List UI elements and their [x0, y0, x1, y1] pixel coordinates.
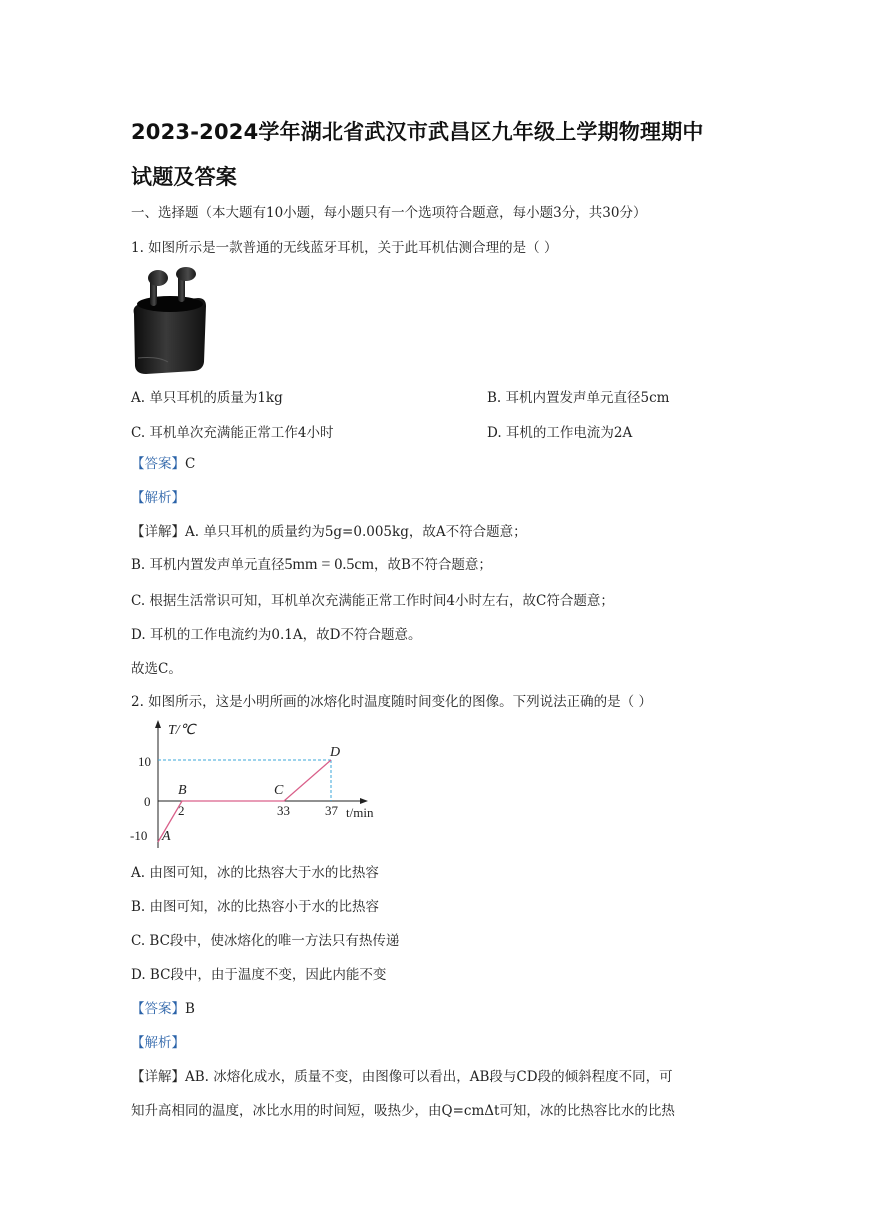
q1-option-a: A. 单只耳机的质量为1kg [131, 390, 283, 406]
temperature-time-graph [126, 716, 386, 860]
q2-option-a: A. 由图可知，冰的比热容大于水的比热容 [131, 865, 379, 881]
answer-value: B [185, 1001, 195, 1017]
q2-detail-line-2: 知升高相同的温度，冰比水用的时间短，吸热少，由Q=cmΔt可知，冰的比热容比水的比热 [131, 1103, 675, 1119]
x-tick-37: 37 [325, 803, 338, 818]
q1-detail-line-1: 【详解】A. 单只耳机的质量约为5g=0.005kg，故A不符合题意； [131, 524, 527, 540]
q2-analysis-tag: 【解析】 [131, 1035, 185, 1051]
answer-tag: 【答案】 [131, 456, 185, 472]
section-heading: 一、选择题（本大题有10小题，每小题只有一个选项符合题意，每小题3分，共30分） [131, 205, 647, 221]
q1-detail-line-4: D. 耳机的工作电流约为0.1A，故D不符合题意。 [131, 627, 422, 643]
q1-option-d: D. 耳机的工作电流为2A [487, 425, 633, 441]
q1-option-b: B. 耳机内置发声单元直径5cm [487, 390, 670, 406]
point-label-b: B [178, 783, 187, 798]
q2-answer [131, 999, 195, 1019]
q1-option-c: C. 耳机单次充满能正常工作4小时 [131, 425, 334, 441]
math-expression: 5mm = 0.5cm [284, 556, 374, 573]
q1-detail-line-2: B. 耳机内置发声单元直径5mm = 0.5cm，故B不符合题意； [131, 556, 492, 573]
q1-answer [131, 454, 195, 474]
document-title: 2023-2024学年湖北省武汉市武昌区九年级上学期物理期中 [131, 120, 704, 144]
x-axis-label: t/min [346, 805, 374, 820]
q2-option-c: C. BC段中，使冰熔化的唯一方法只有热传递 [131, 933, 400, 949]
detail-tag: 【详解】 [131, 1069, 185, 1085]
q1-detail-line-3: C. 根据生活常识可知，耳机单次充满能正常工作时间4小时左右，故C符合题意； [131, 593, 614, 609]
q2-stem: 2. 如图所示，这是小明所画的冰熔化时温度随时间变化的图像。下列说法正确的是（ ） [131, 694, 652, 710]
answer-value: C [185, 456, 196, 472]
point-label-d: D [330, 745, 341, 760]
x-axis-arrow [360, 798, 368, 804]
point-label-c: C [274, 783, 284, 798]
q1-stem: 1. 如图所示是一款普通的无线蓝牙耳机，关于此耳机估测合理的是（ ） [131, 240, 558, 256]
point-label-a: A [162, 829, 171, 844]
y-tick-0: 0 [144, 794, 151, 809]
q2-option-d: D. BC段中，由于温度不变，因此内能不变 [131, 967, 387, 983]
x-tick-33: 33 [277, 803, 290, 818]
y-axis-label: T/℃ [168, 723, 196, 738]
y-axis-arrow [155, 720, 161, 728]
answer-tag: 【答案】 [131, 1001, 185, 1017]
q1-conclusion: 故选C。 [131, 661, 182, 677]
q2-option-b: B. 由图可知，冰的比热容小于水的比热容 [131, 899, 380, 915]
q2-detail-line-1: 【详解】AB. 冰熔化成水，质量不变，由图像可以看出，AB段与CD段的倾斜程度不同，可 [131, 1069, 673, 1085]
detail-tag: 【详解】 [131, 524, 185, 540]
y-tick-10: 10 [138, 754, 151, 769]
q1-analysis-tag: 【解析】 [131, 490, 185, 506]
x-tick-2: 2 [178, 803, 185, 818]
document-title-continued: 试题及答案 [131, 165, 237, 189]
y-tick-neg10: -10 [130, 828, 148, 843]
earbud-image [128, 266, 210, 380]
